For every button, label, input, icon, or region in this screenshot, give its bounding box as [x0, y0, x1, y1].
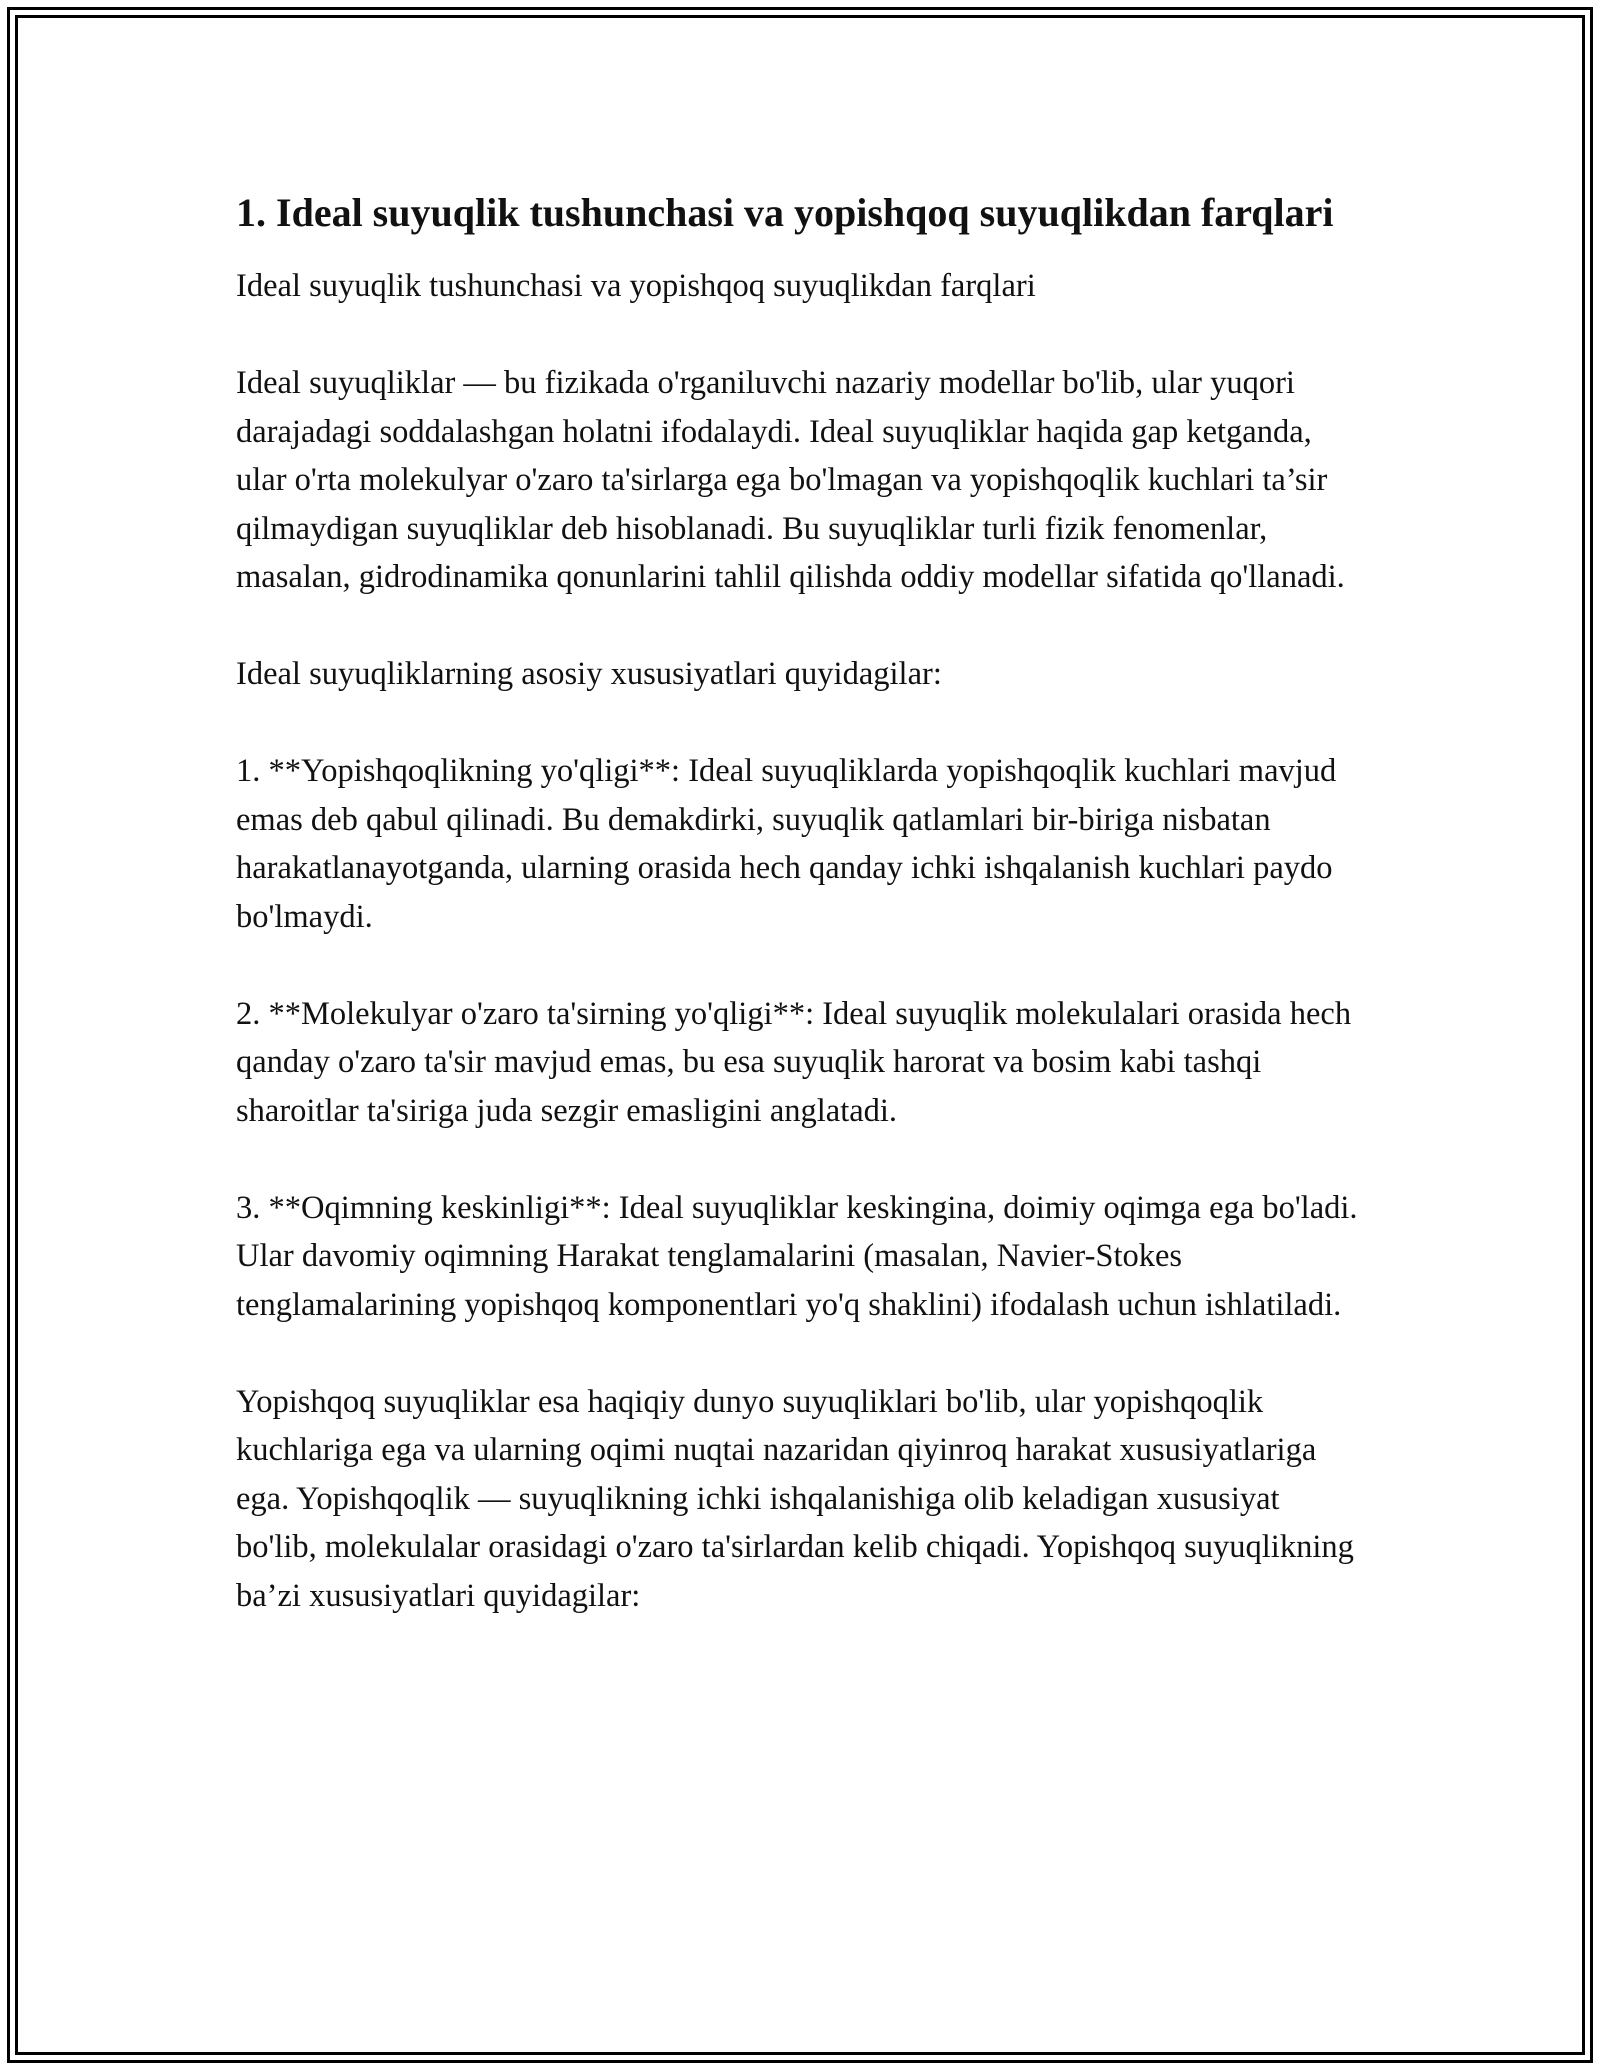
document-title: 1. Ideal suyuqlik tushunchasi va yopishqoq suyuqlikdan farqlari — [236, 190, 1334, 235]
document-body — [236, 186, 1366, 1669]
paragraph-subtitle: Ideal suyuqlik tushunchasi va yopishqoq suyuqlikdan farqlari — [236, 268, 1036, 304]
paragraph-viscous: Yopishqoq suyuqliklar esa haqiqiy dunyo suyuqliklari bo'lib, ular yopishqoqlik kuchlariga ega va ularning oqimi nuqtai nazaridan qiyinroq harakat xususiyatlariga ega. Yopishqoqlik — suyuqlikning ichki ishqalanishiga olib keladigan xususiyat bo'lib, molekulalar orasidagi o'zaro ta'sirlardan kelib chiqadi. Yopishqoq suyuqlikning ba’zi xususiyatlari quyidagilar: — [236, 1383, 1354, 1614]
list-item-2: 2. **Molekulyar o'zaro ta'sirning yo'qligi**: Ideal suyuqlik molekulalari orasida hech qanday o'zaro ta'sir mavjud emas, bu esa suyuqlik harorat va bosim kabi tashqi sharoitlar ta'siriga juda sezgir emasligini anglatadi. — [236, 995, 1352, 1129]
paragraph-intro: Ideal suyuqliklar — bu fizikada o'rganiluvchi nazariy modellar bo'lib, ular yuqori darajadagi soddalashgan holatni ifodalaydi. Ideal suyuqliklar haqida gap ketganda, ular o'rta molekulyar o'zaro ta'sirlarga ega bo'lmagan va yopishqoqlik kuchlari ta’sir qilmaydigan suyuqliklar deb hisoblanadi. Bu suyuqliklar turli fizik fenomenlar, masalan, gidrodinamika qonunlarini tahlil qilishda oddiy modellar sifatida qo'llanadi. — [236, 365, 1345, 595]
list-item-3: 3. **Oqimning keskinligi**: Ideal suyuqliklar keskingina, doimiy oqimga ega bo'ladi. Ular davomiy oqimning Harakat tenglamalarini (masalan, Navier-Stokes tenglamalarining yopishqoq komponentlari yo'q shaklini) ifodalash uchun ishlatiladi. — [236, 1189, 1358, 1323]
list-item-1: 1. **Yopishqoqlikning yo'qligi**: Ideal suyuqliklarda yopishqoqlik kuchlari mavjud emas deb qabul qilinadi. Bu demakdirki, suyuqlik qatlamlari bir-biriga nisbatan harakatlanayotganda, ularning orasida hech qanday ichki ishqalanish kuchlari paydo bo'lmaydi. — [236, 753, 1337, 935]
paragraph-list-intro: Ideal suyuqliklarning asosiy xususiyatlari quyidagilar: — [236, 656, 942, 692]
